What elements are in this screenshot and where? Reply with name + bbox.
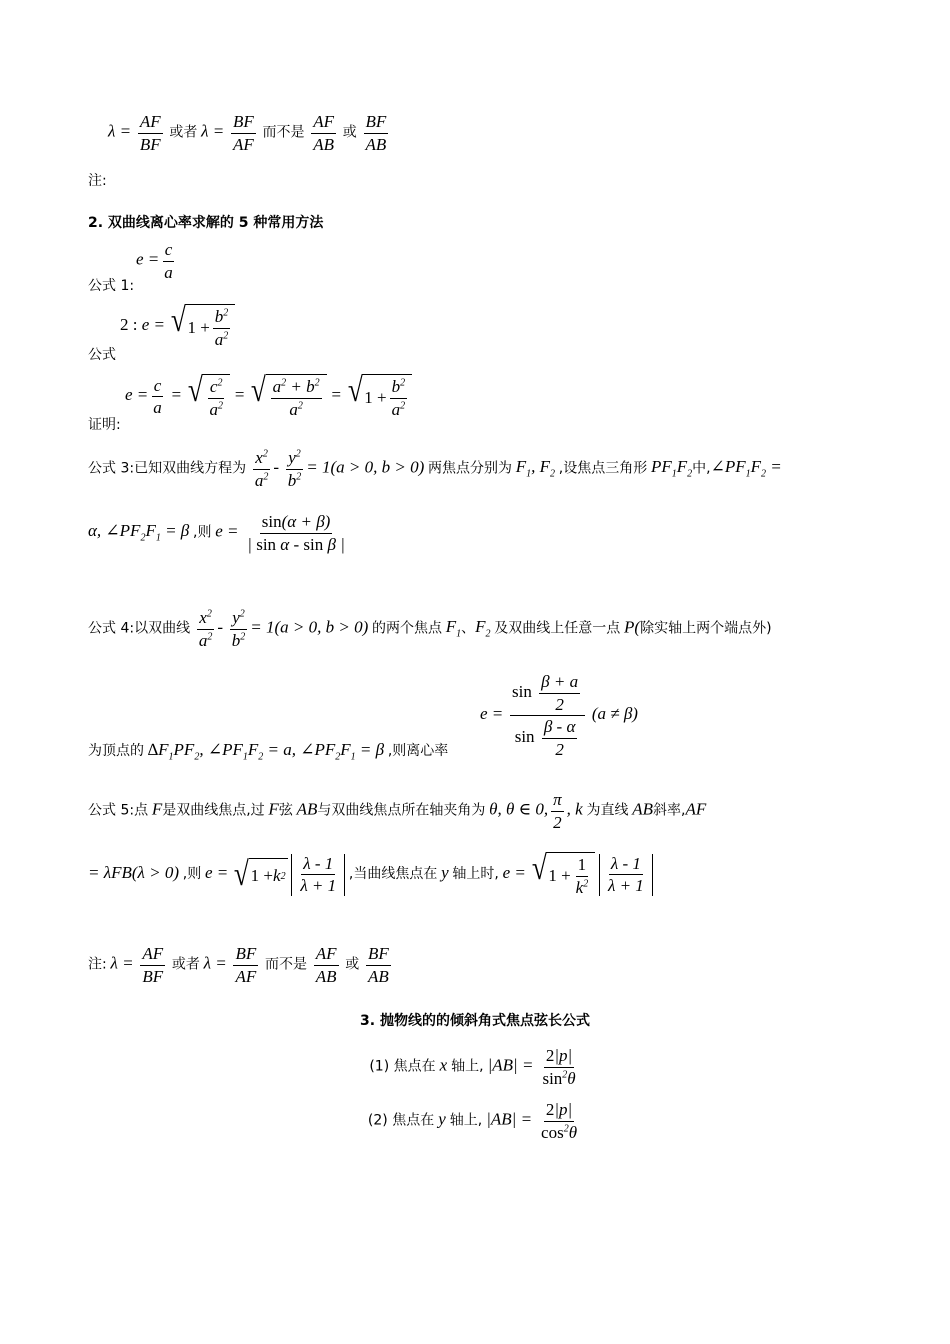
formula4-ecc: e = sin $\frac{\beta + a}{2}$ sin $\frac{\beta - \alpha}{2}$ (a ≠ β): [480, 672, 638, 759]
formula2-expr: 2 : e = √ 1 + $\frac{b^2}{a^2}$: [120, 304, 235, 349]
formula4-line2: 为顶点的 $\Delta F_1PF_2$, $\angle PF_1F_2 = a$, $\angle PF_2F_1 = \beta$ ,则离心率: [88, 740, 449, 763]
not-text: 而不是: [262, 124, 305, 141]
bottom-note: 注: λ = $\frac{AF}{BF}$ 或者 λ = $\frac{BF}{AF}$ 而不是 $\frac{AF}{AB}$ 或 $\frac{BF}{AB}$: [88, 944, 389, 986]
proof-label: 证明:: [88, 417, 121, 433]
proof-expr: e = $\frac{c}{a}$ = √ $\frac{c^2}{a^2}$ = √ $\frac{a^2 + b^2}{a^2}$ = √ 1 + $\frac{b^2}{a^2}$: [125, 374, 412, 419]
section2-title: 2. 双曲线离心率求解的 5 种常用方法: [88, 215, 324, 231]
formula5-line1: 公式 5:点 F是双曲线焦点,过 F弦 AB与双曲线焦点所在轴夹角为 θ, θ ∈ 0, $\frac{\pi}{2}$ , k 为直线 AB斜率,AF: [88, 790, 707, 832]
formula2-label: 公式: [88, 347, 116, 363]
formula4-line1: 公式 4:以双曲线 $\frac{x^2}{a^2}$ - $\frac{y^2}{b^2}$ = 1(a > 0, b > 0) 的两个焦点 $F_1$、$F_2$ 及双曲线上任意一点 P(除实轴上两个端点外): [88, 608, 772, 650]
or2-text: 或: [342, 124, 357, 141]
top-note-formula: λ = $\frac{AF}{BF}$ 或者 λ = $\frac{BF}{AF}$ 而不是 $\frac{AF}{AB}$ 或 $\frac{BF}{AB}$: [108, 112, 387, 154]
top-note-label: 注:: [88, 173, 107, 189]
section3-item1: (1) 焦点在 x 轴上, |AB| = $\frac{2|p|}{\sin^2\theta}$: [369, 1046, 576, 1088]
formula5-line2: = λFB(λ > 0) ,则 e = √ 1 + k 2 $\frac{\lambda - 1}{\lambda + 1}$ ,当曲线焦点在 y 轴上时, e = √ 1 + $\frac{1}{k^2}$ $\frac{\lambda - 1}{\lambda + 1}$: [88, 852, 653, 897]
formula1-label: 公式 1:: [88, 278, 135, 294]
formula3-line1: 公式 3:已知双曲线方程为 $\frac{x^2}{a^2}$ - $\frac{y^2}{b^2}$ = 1(a > 0, b > 0) 两焦点分别为 $F_1$, $F_2$ ,设焦点三角形 $PF_1F_2$中$,\angle PF_1F_2$ =: [88, 448, 782, 490]
or-text: 或者: [169, 124, 198, 141]
section3-title: 3. 抛物线的的倾斜角式焦点弦长公式: [360, 1013, 590, 1029]
section3-item2: (2) 焦点在 y 轴上, |AB| = $\frac{2|p|}{\cos^2\theta}$: [367, 1100, 578, 1142]
formula1-expr: e = $\frac{c}{a}$: [136, 240, 173, 282]
formula3-line2: α, $\angle PF_2F_1 = \beta$ ,则 e = $\frac{\sin(\alpha + \beta)}{\text{| sin α - sin β |}}$: [88, 512, 345, 554]
